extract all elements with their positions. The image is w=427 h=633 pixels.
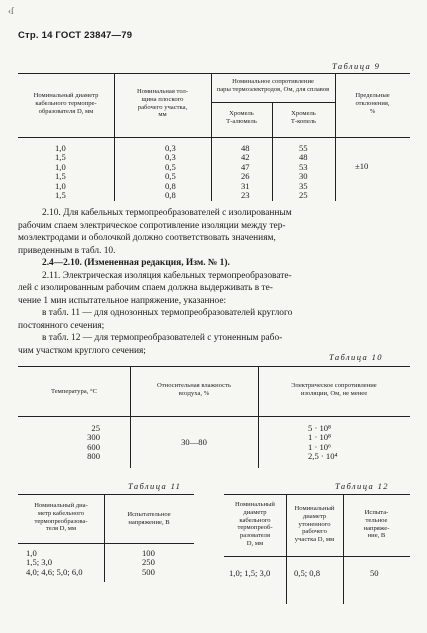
table10-header-temperature: Температура, °С — [50, 388, 98, 395]
table10-header-humidity: Относительная влажность воздуха, % — [157, 382, 231, 397]
table-cell: 26 — [241, 171, 250, 182]
paragraph-line: чим участком круглого сечения; — [18, 345, 146, 356]
paragraph-line: постоянного сечения; — [18, 320, 105, 331]
table9-col-chromel-copel — [299, 144, 308, 200]
table9-header-diameter: Номинальный диаметр кабельного термопре- образователя D, мм — [33, 92, 99, 115]
paragraph-line: приведенным в табл. 10. — [18, 245, 116, 256]
table-cell: 53 — [299, 161, 308, 172]
table-cell: 0,3 — [165, 143, 176, 153]
table12-header-diameter: Номинальный диаметр кабельного термопреоб- разователя D, мм — [235, 501, 275, 547]
table-cell: 0,3 — [165, 152, 176, 163]
table-cell: 5 · 10⁸ — [308, 423, 332, 433]
table9-col-thickness — [165, 144, 176, 200]
table9-top-rule — [18, 73, 410, 74]
table9-header-resistance: Номинальное сопротивление пары термоэлектродов, Ом, для сплавов — [216, 78, 330, 93]
table-cell: 1 · 10⁸ — [308, 432, 332, 443]
table11-divider-1 — [104, 494, 105, 582]
paragraph-line: моэлектродами и оболочкой должно соответствовать значениям, — [18, 233, 276, 243]
table-cell: 2,5 · 10⁴ — [308, 451, 338, 462]
table9-subheader-rule — [211, 102, 335, 103]
table-cell: 1,0 — [55, 161, 66, 172]
paragraph-line: чение 1 мин испытательное напряжение, указанное: — [18, 295, 227, 306]
table-cell: 1,0 — [26, 548, 37, 558]
table12-header-rule — [224, 556, 410, 557]
table9-header-deviation: Предельные отклонения, % — [355, 92, 390, 115]
table11-header-rule — [18, 543, 194, 544]
table-cell: 25 — [91, 423, 100, 433]
table-cell: 55 — [299, 143, 308, 153]
table12-header-voltage: Испыта- тельное напряже- ние, В — [363, 509, 390, 540]
table12-voltage-value: 50 — [370, 568, 379, 578]
table-cell: 23 — [241, 189, 250, 200]
table9-caption: Таблица 9 — [332, 61, 381, 71]
table10-header-rule — [18, 416, 410, 417]
table-cell: 100 — [142, 548, 155, 558]
page-corner-mark: ‹ſ — [8, 6, 14, 16]
table-cell: 30 — [299, 171, 308, 182]
table-cell: 1 · 10⁶ — [308, 441, 332, 452]
table10-col-resistance — [308, 424, 338, 462]
paragraph-line: в табл. 11 — для однозонных термопреобразователей круглого — [42, 308, 293, 318]
table-cell: 31 — [241, 180, 250, 191]
paragraph-line: рабочим спаем электрическое сопротивление изоляции между тер- — [18, 220, 286, 231]
table9-col-chromel-alumel — [241, 144, 250, 200]
table12-top-rule — [224, 494, 410, 495]
table-cell: 300 — [87, 432, 100, 443]
table-cell: 47 — [241, 161, 250, 172]
table-cell: 4,0; 4,6; 5,0; 6,0 — [26, 566, 83, 577]
table11-col-diameter — [26, 549, 83, 577]
table-cell: 0,5 — [165, 161, 176, 172]
table-cell: 500 — [142, 566, 155, 577]
table-cell: 0,8 — [165, 189, 176, 200]
table12-thin-diameter-value: 0,5; 0,8 — [294, 568, 321, 578]
table-cell: 42 — [241, 152, 250, 163]
table11-top-rule — [18, 494, 194, 495]
table-cell: 1,5 — [55, 152, 66, 163]
table9-header-chromel-copel: Хромель Т-копель — [290, 110, 317, 125]
table10-header-resistance: Электрическое сопротивление изоляции, Ом, не менее — [291, 382, 377, 397]
paragraph-line: в табл. 12 — для термопреобразователей с утоненным рабо- — [42, 333, 283, 343]
table9-col-diameter — [55, 144, 66, 200]
table11-header-diameter: Номинальный диа- метр кабельного термопреобразова- теля D, мм — [34, 502, 88, 533]
paragraph-line: 2.11. Электрическая изоляция кабельных термопреобразовате- — [42, 270, 292, 281]
table9-header-thickness: Номинальная тол- щина плоского рабочего участка, мм — [136, 88, 189, 119]
table10-humidity-value: 30—80 — [181, 437, 207, 447]
table9-header-rule — [18, 137, 410, 138]
table9-header-chromel-alumel: Хромель Т-алюмель — [226, 110, 257, 125]
table-cell: 250 — [142, 557, 155, 568]
table-cell: 0,8 — [165, 180, 176, 191]
table-cell: 800 — [87, 451, 100, 462]
table10-col-temperature — [70, 424, 100, 462]
table-cell: 48 — [299, 152, 308, 163]
table12-header-thin-diameter: Номинальный диаметр утоненного рабочего участка D, мм — [294, 505, 335, 544]
table-cell: 1,0 — [55, 143, 66, 153]
table-cell: 35 — [299, 180, 308, 191]
amendment-note: 2.4—2.10. (Измененная редакция, Изм. № 1). — [42, 258, 230, 268]
table-cell: 1,5 — [55, 171, 66, 182]
paragraph-line: 2.10. Для кабельных термопреобразователей с изолированным — [42, 208, 292, 218]
table12-diameter-value: 1,0; 1,5; 3,0 — [229, 568, 271, 578]
table-cell: 600 — [87, 441, 100, 452]
table11-caption: Таблица 11 — [128, 481, 182, 491]
table-cell: 1,5 — [55, 189, 66, 200]
table-cell: 25 — [299, 189, 308, 200]
table11-header-voltage: Испытательное напряжение, В — [127, 511, 171, 526]
body-text — [18, 207, 410, 357]
table-cell: 48 — [241, 143, 250, 153]
table-cell: 1,5; 3,0 — [26, 557, 53, 568]
page-header: Стр. 14 ГОСТ 23847—79 — [18, 30, 133, 41]
table-cell: 1,0 — [55, 180, 66, 191]
table11-col-voltage — [142, 549, 155, 577]
table10-top-rule — [18, 366, 410, 367]
table9-deviation-value: ±10 — [355, 161, 369, 171]
table-cell: 0,5 — [165, 171, 176, 182]
paragraph-line: лей с изолированным рабочим спаем должна выдерживать в те- — [18, 283, 273, 293]
table10-caption: Таблица 10 — [329, 352, 383, 362]
table12-caption: Таблица 12 — [335, 481, 389, 491]
